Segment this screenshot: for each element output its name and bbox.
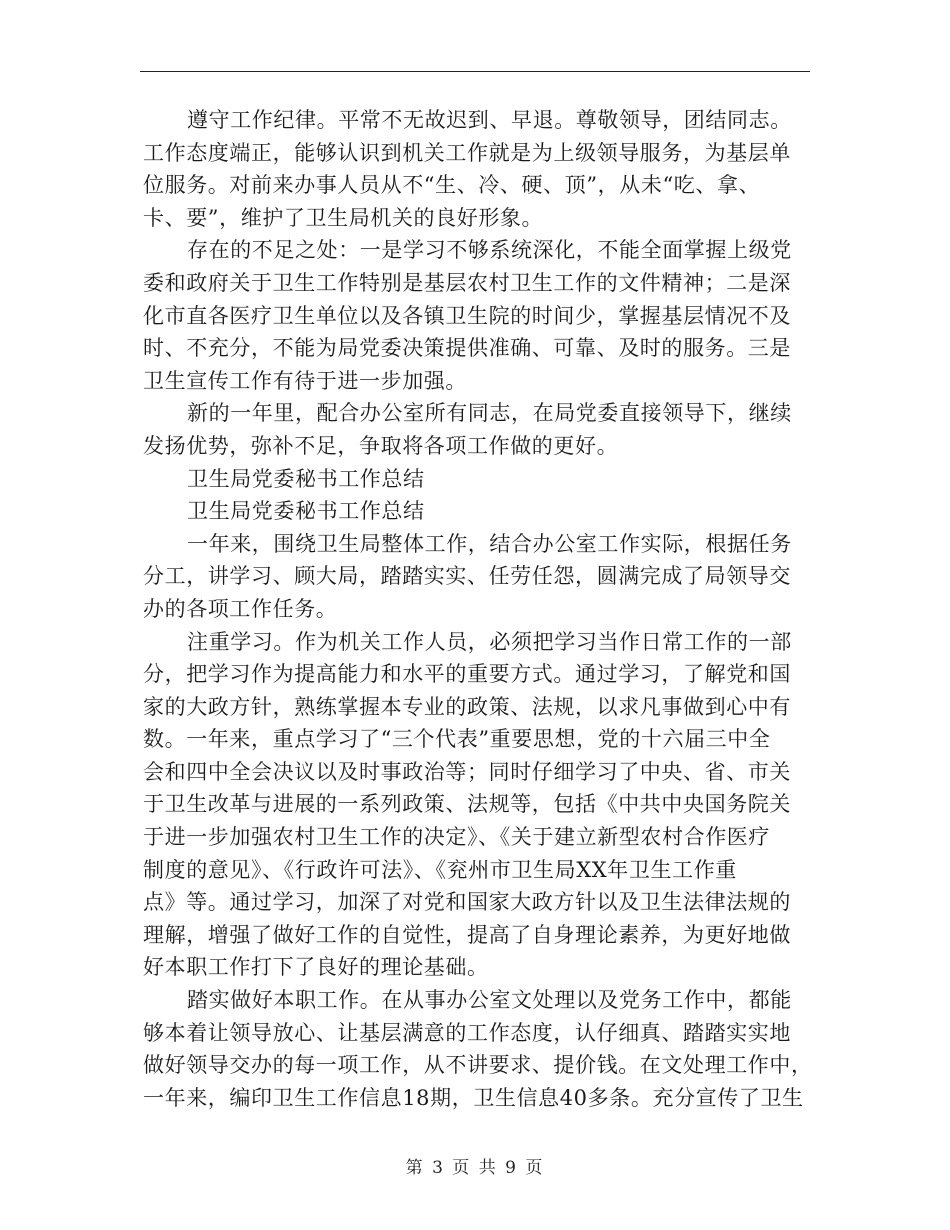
- text-line: 于进一步加强农村卫生工作的决定》、《关于建立新型农村合作医疗: [143, 825, 770, 850]
- body-text: [143, 104, 813, 1114]
- text-line: 好本职工作打下了良好的理论基础。: [143, 955, 489, 980]
- text-line: 化市直各医疗卫生单位以及各镇卫生院的时间少，掌握基层情况不及: [143, 303, 791, 328]
- text-line: 数。一年来，重点学习了“三个代表”重要思想，党的十六届三中全: [143, 727, 771, 752]
- text-line: 够本着让领导放心、让基层满意的工作态度，认仔细真、踏踏实实地: [143, 1020, 791, 1045]
- text-line: 一年来，编印卫生工作信息18期，卫生信息40多条。充分宣传了卫生: [143, 1085, 804, 1110]
- text-line: 时、不充分，不能为局党委决策提供准确、可靠、及时的服务。三是: [143, 336, 791, 361]
- text-line: 理解，增强了做好工作的自觉性，提高了自身理论素养，为更好地做: [143, 922, 791, 947]
- text-line: 踏实做好本职工作。在从事办公室文处理以及党务工作中，都能: [187, 988, 792, 1013]
- text-line: 分，把学习作为提高能力和水平的重要方式。通过学习，了解党和国: [143, 662, 791, 687]
- text-line: 工作态度端正，能够认识到机关工作就是为上级领导服务，为基层单: [143, 140, 791, 165]
- text-line: 分工，讲学习、顾大局，踏踏实实、任劳任怨，圆满完成了局领导交: [143, 564, 791, 589]
- text-line: 遵守工作纪律。平常不无故迟到、早退。尊敬领导，团结同志。: [187, 108, 792, 132]
- page-number-footer: 第 3 页 共 9 页: [405, 1158, 545, 1178]
- text-line: 制度的意见》、《行政许可法》、《兖州市卫生局XX年卫生工作重: [143, 857, 737, 882]
- text-line: 一年来，围绕卫生局整体工作，结合办公室工作实际，根据任务: [187, 531, 792, 556]
- text-line: 委和政府关于卫生工作特别是基层农村卫生工作的文件精神；二是深: [143, 270, 791, 295]
- text-line: 做好领导交办的每一项工作，从不讲要求、提价钱。在文处理工作中，: [143, 1053, 813, 1078]
- text-line: 点》等。通过学习，加深了对党和国家大政方针以及卫生法律法规的: [143, 890, 791, 915]
- section-title: 卫生局党委秘书工作总结: [187, 499, 425, 524]
- text-line: 于卫生改革与进展的一系列政策、法规等，包括《中共中央国务院关: [143, 792, 791, 817]
- header-rule: [140, 71, 810, 72]
- text-line: 卡、要”，维护了卫生局机关的良好形象。: [143, 205, 544, 230]
- text-line: 存在的不足之处：一是学习不够系统深化，不能全面掌握上级党: [187, 238, 792, 263]
- text-line: 家的大政方针，熟练掌握本专业的政策、法规，以求凡事做到心中有: [143, 694, 791, 719]
- text-line: 会和四中全会决议以及时事政治等；同时仔细学习了中央、省、市关: [143, 759, 791, 784]
- section-title: 卫生局党委秘书工作总结: [187, 466, 425, 491]
- text-line: 发扬优势，弥补不足，争取将各项工作做的更好。: [143, 433, 619, 458]
- text-line: 卫生宣传工作有待于进一步加强。: [143, 368, 467, 393]
- text-line: 新的一年里，配合办公室所有同志，在局党委直接领导下，继续: [187, 401, 792, 426]
- text-line: 位服务。对前来办事人员从不“生、冷、硬、顶”，从未“吃、拿、: [143, 173, 761, 198]
- text-line: 办的各项工作任务。: [143, 596, 338, 621]
- text-line: 注重学习。作为机关工作人员，必须把学习当作日常工作的一部: [187, 629, 792, 654]
